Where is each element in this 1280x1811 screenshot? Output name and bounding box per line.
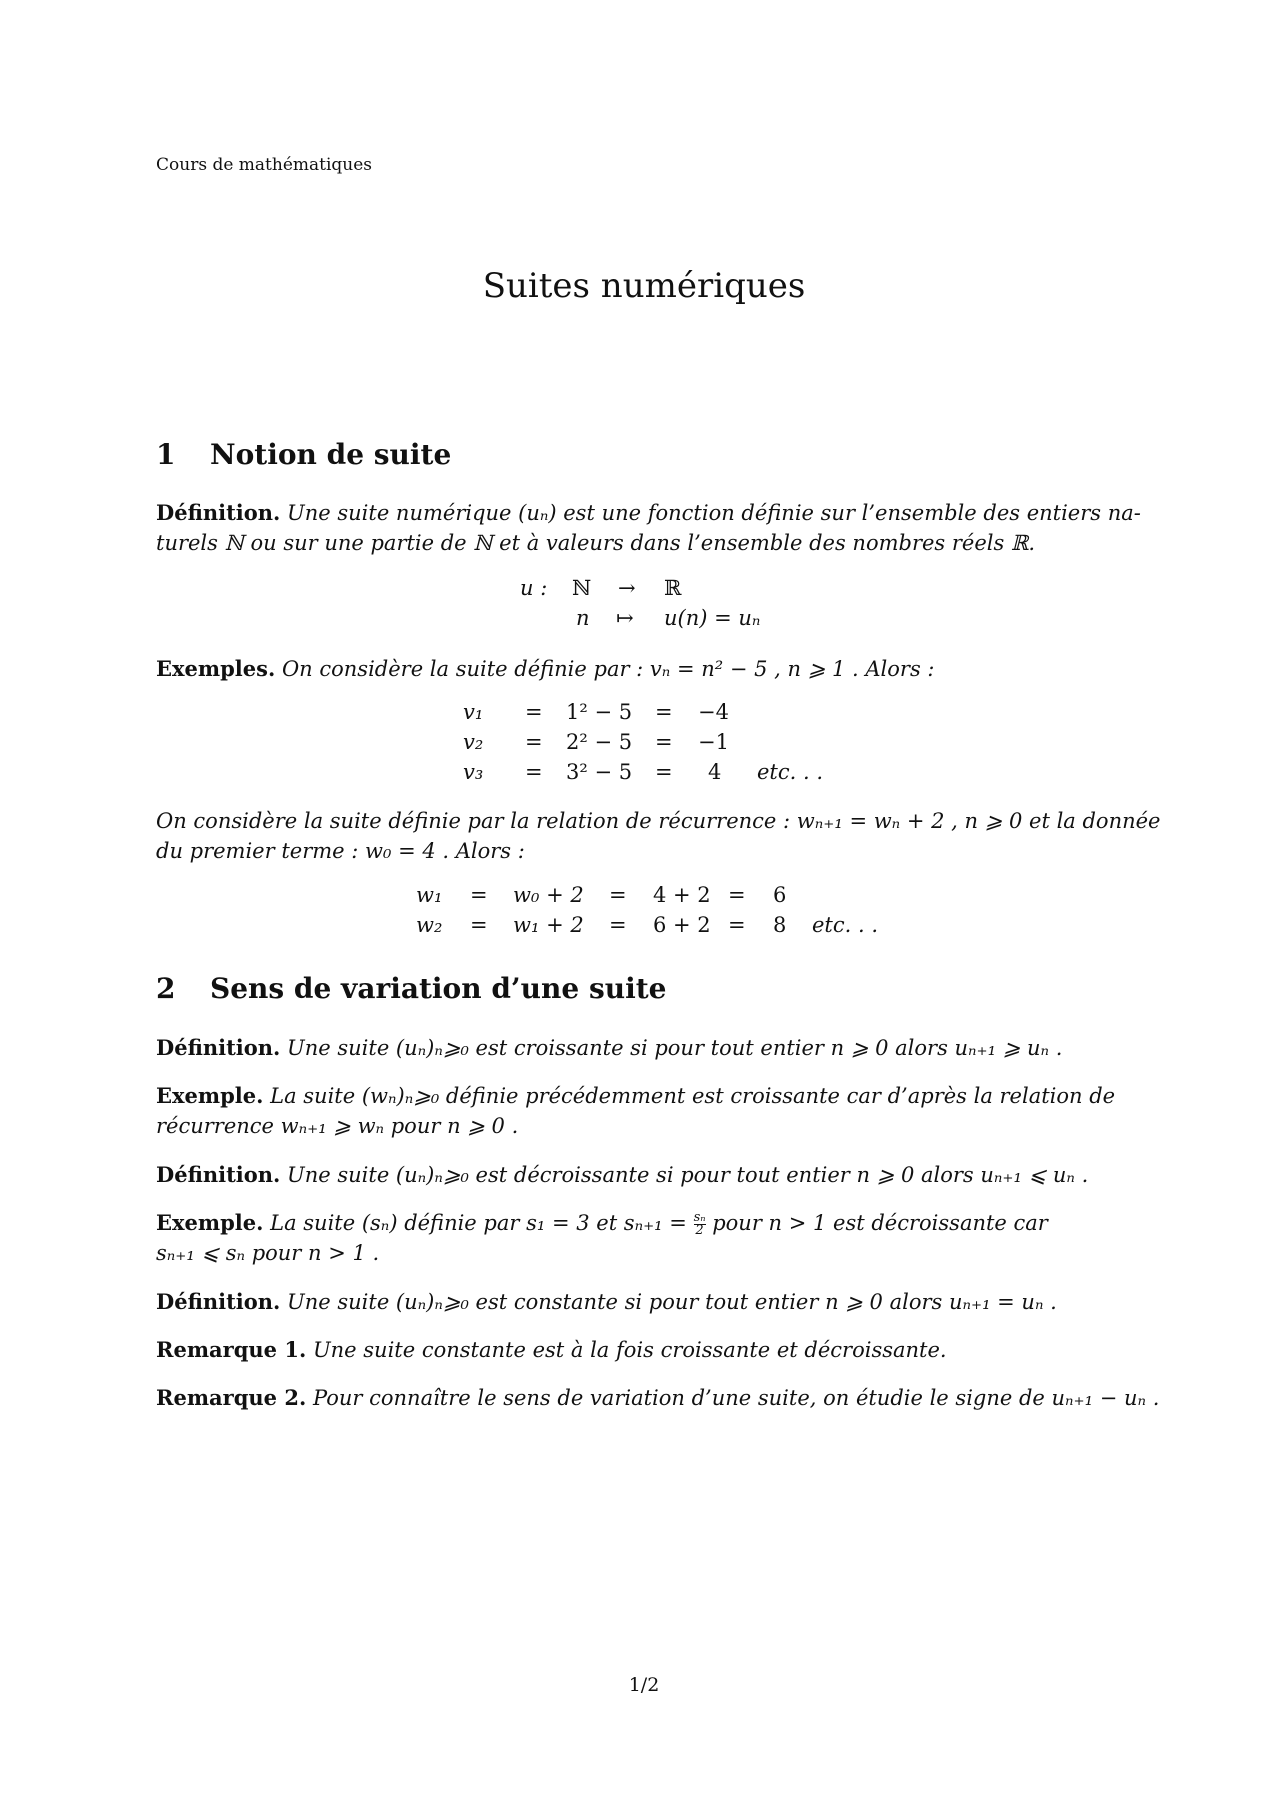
mapping-variable: n [576,606,590,630]
v-mid: 2² − 5 [566,730,633,754]
w-a: w₀ + 2 [513,883,584,907]
definition-suite [156,498,1141,558]
v-mid: 3² − 5 [566,760,633,784]
w-lhs: w₁ [416,883,443,907]
section-1-title: Notion de suite [210,438,452,471]
definition-label: Définition. [156,1289,281,1314]
w-rhs: 6 [773,883,787,907]
mapping-arrow: → [618,576,636,600]
example-label: Exemple. [156,1083,264,1108]
v-eq2: = [655,760,673,784]
definition-text: Une suite (uₙ)ₙ⩾₀ est décroissante si pour tout entier n ⩾ 0 alors uₙ₊₁ ⩽ uₙ . [287,1163,1089,1187]
example-text-line2: sₙ₊₁ ⩽ sₙ pour n > 1 . [156,1241,380,1265]
mapping-rule: u(n) = uₙ [664,606,761,630]
v-eq2: = [655,730,673,754]
section-2-heading [156,972,666,1005]
w-lhs: w₂ [416,913,443,937]
v-lhs: v₂ [463,730,484,754]
w-b: 4 + 2 [653,883,711,907]
recurrence-line2: du premier terme : w₀ = 4 . Alors : [156,839,525,863]
v-eq1: = [525,760,543,784]
w-eq3: = [728,883,746,907]
w-eq1: = [470,913,488,937]
example-text-line1a: La suite (sₙ) définie par s₁ = 3 et sₙ₊₁ = [270,1211,687,1235]
section-2-title: Sens de variation d’une suite [210,972,667,1005]
definition-text: Une suite (uₙ)ₙ⩾₀ est constante si pour tout entier n ⩾ 0 alors uₙ₊₁ = uₙ . [287,1290,1057,1314]
definition-label: Définition. [156,1035,281,1060]
remarque-1 [156,1335,1136,1365]
examples-text: On considère la suite définie par : vₙ = n² − 5 , n ⩾ 1 . Alors : [281,657,935,681]
v-lhs: v₃ [463,760,484,784]
v-eq2: = [655,700,673,724]
w-b: 6 + 2 [653,913,711,937]
v-rhs: −1 [698,730,729,754]
examples-paragraph [156,654,1136,684]
example-label: Exemple. [156,1210,264,1235]
v-rhs: 4 [708,760,722,784]
section-1-heading [156,438,451,471]
remarque-2 [156,1383,1160,1413]
definition-text-line2: turels ℕ ou sur une partie de ℕ et à valeurs dans l’ensemble des nombres réels ℝ. [156,531,1036,555]
v-eq1: = [525,700,543,724]
v-lhs: v₁ [463,700,484,724]
remarque-text: Une suite constante est à la fois croissante et décroissante. [312,1338,947,1362]
page-number: 1/2 [628,1674,660,1696]
fraction-sn-over-2 [694,1212,706,1237]
section-1-number: 1 [156,438,176,471]
mapping-codomain: ℝ [664,576,682,600]
section-2-number: 2 [156,972,176,1005]
v-mid: 1² − 5 [566,700,633,724]
example-text-line1b: pour n > 1 est décroissante car [712,1211,1048,1235]
running-header: Cours de mathématiques [156,155,373,175]
remarque-label: Remarque 2. [156,1385,307,1410]
definition-label: Définition. [156,500,281,525]
mapping-mapsto: ↦ [616,606,634,630]
mapping-name: u : [520,576,548,600]
definition-text-line1: Une suite numérique (uₙ) est une fonction définie sur l’ensemble des entiers na- [287,501,1141,525]
page-title: Suites numériques [482,266,806,306]
recurrence-paragraph [156,806,1161,866]
definition-croissante [156,1033,1136,1063]
remarque-text: Pour connaître le sens de variation d’une suite, on étudie le signe de uₙ₊₁ − uₙ . [312,1386,1160,1410]
fraction-numerator: sₙ [693,1210,706,1225]
example-text-line1: La suite (wₙ)ₙ⩾₀ définie précédemment est croissante car d’après la relation de [270,1084,1116,1108]
remarque-label: Remarque 1. [156,1337,307,1362]
definition-label: Définition. [156,1162,281,1187]
definition-text: Une suite (uₙ)ₙ⩾₀ est croissante si pour tout entier n ⩾ 0 alors uₙ₊₁ ⩾ uₙ . [287,1036,1063,1060]
example-croissante [156,1081,1136,1141]
example-decroissante [156,1208,1136,1268]
fraction-denominator: 2 [695,1223,704,1238]
definition-decroissante [156,1160,1136,1190]
w-eq2: = [609,913,627,937]
w-etc: etc. . . [812,913,879,937]
v-eq1: = [525,730,543,754]
w-eq1: = [470,883,488,907]
v-rhs: −4 [698,700,729,724]
w-eq3: = [728,913,746,937]
definition-constante [156,1287,1136,1317]
w-rhs: 8 [773,913,787,937]
example-text-line2: récurrence wₙ₊₁ ⩾ wₙ pour n ⩾ 0 . [156,1114,519,1138]
v-etc: etc. . . [757,760,824,784]
examples-label: Exemples. [156,656,276,681]
w-eq2: = [609,883,627,907]
w-a: w₁ + 2 [513,913,584,937]
mapping-domain: ℕ [572,576,592,600]
recurrence-line1: On considère la suite définie par la relation de récurrence : wₙ₊₁ = wₙ + 2 , n ⩾ 0 et la donnée [156,809,1161,833]
